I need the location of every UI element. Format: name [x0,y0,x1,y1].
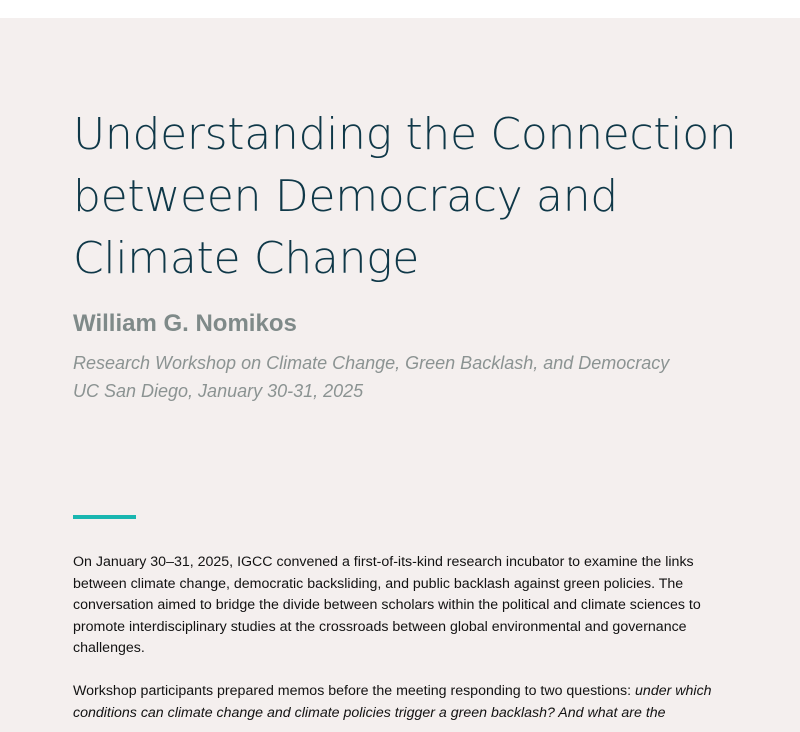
event-name: Research Workshop on Climate Change, Green Backlash, and Democracy [73,353,670,373]
accent-divider [73,515,136,519]
document-title: Understanding the Connection between Democracy and Climate Change [73,109,737,284]
questions-paragraph [73,681,733,724]
event-location-date: UC San Diego, January 30-31, 2025 [73,381,364,401]
intro-paragraph: On January 30–31, 2025, IGCC convened a first-of-its-kind research incubator to examine the links between climate change, democratic backsliding, and public backlash against green policies. The conversation aimed to bridge the divide between scholars within the political and climate sciences to promote interdisciplinary studies at the crossroads between global environmental and governance challenges. [73,554,701,657]
questions-paragraph-lead: Workshop participants prepared memos before the meeting responding to two questions: [73,683,636,699]
document-page [0,18,800,732]
author-name: William G. Nomikos [73,310,297,337]
questions-paragraph-italic: under which conditions can climate change and climate policies trigger a green backlash? And what are the [73,683,712,721]
